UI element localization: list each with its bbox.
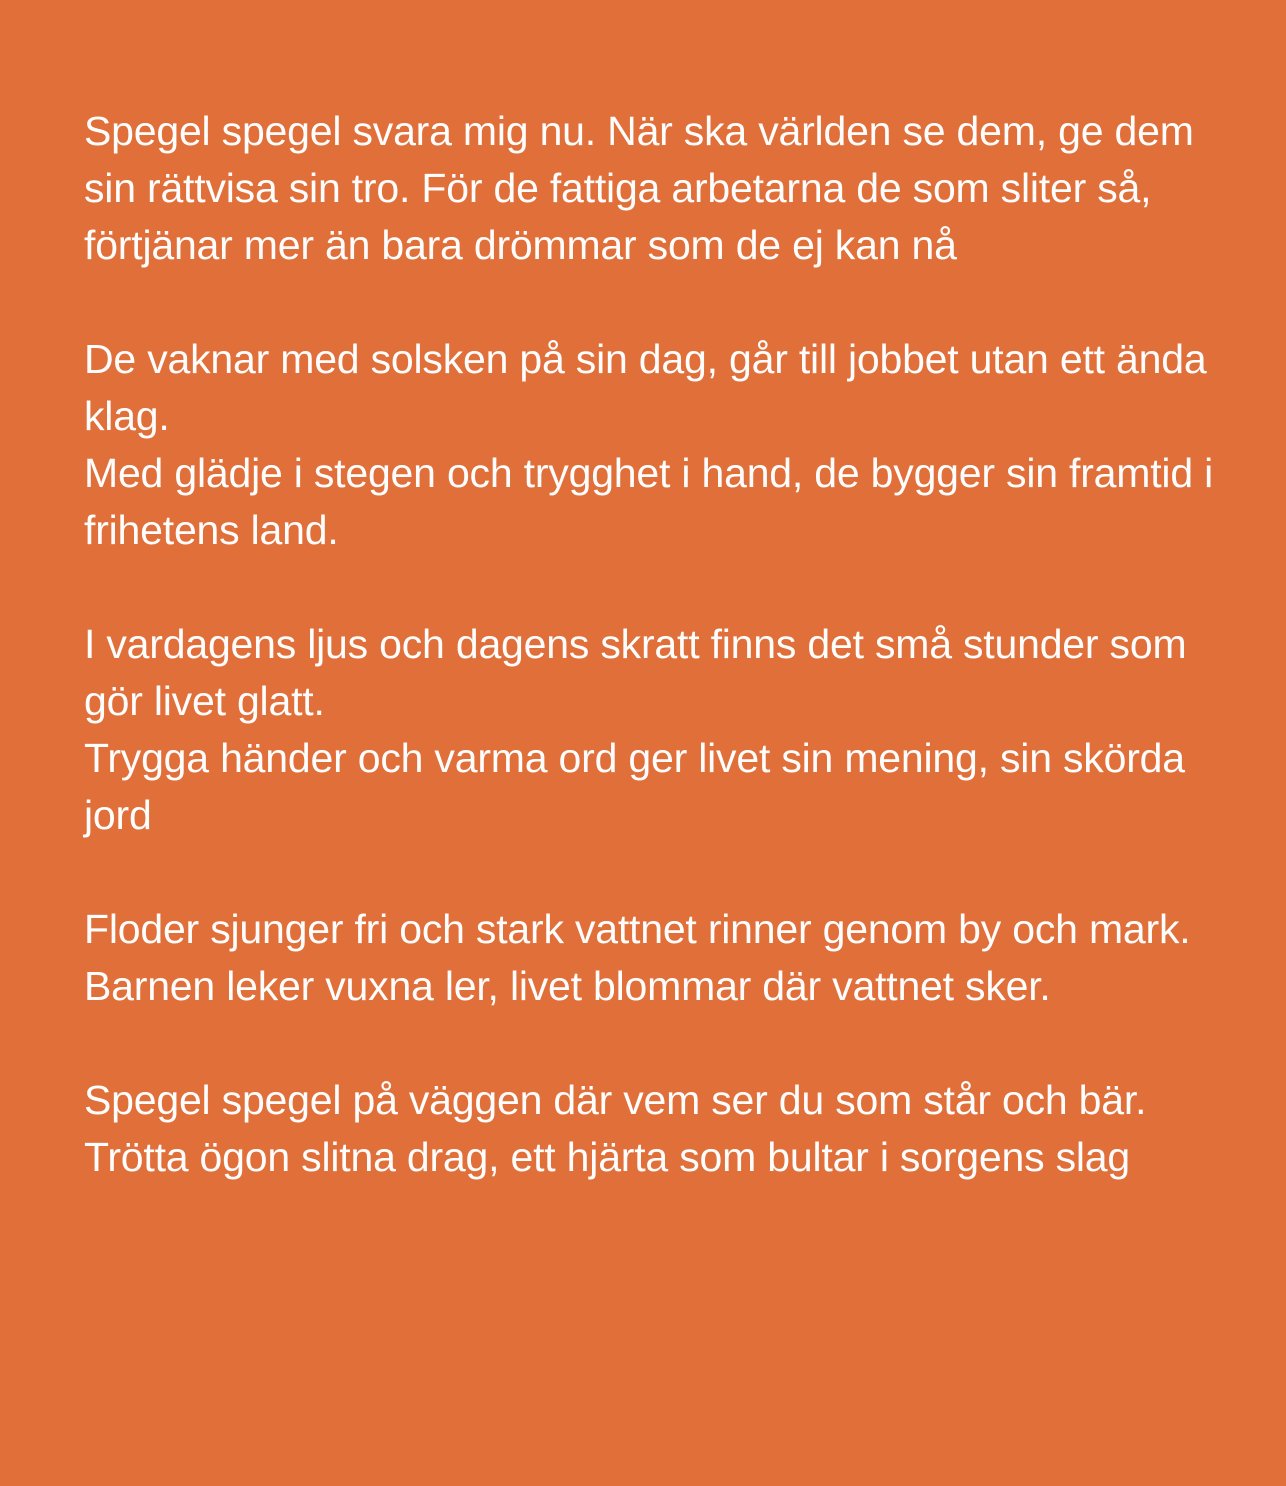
lyrics-line: Trygga händer och varma ord ger livet sin mening, sin skörda jord	[84, 735, 1185, 838]
lyrics-line: De vaknar med solsken på sin dag, går till jobbet utan ett ända klag.	[84, 336, 1207, 439]
lyrics-stanza	[84, 901, 1216, 1015]
lyrics-line: Spegel spegel svara mig nu. När ska världen se dem, ge dem sin rättvisa sin tro. För de fattiga arbetarna de som sliter så, förtjänar mer än bara drömmar som de ej kan nå	[84, 108, 1194, 268]
lyrics-line: Med glädje i stegen och trygghet i hand, de bygger sin framtid i frihetens land.	[84, 450, 1214, 553]
lyrics-stanza	[84, 331, 1216, 559]
lyrics-line: Spegel spegel på väggen där vem ser du som står och bär.	[84, 1077, 1147, 1123]
lyrics-stanza	[84, 1072, 1216, 1186]
lyrics-stanza	[84, 616, 1216, 844]
lyrics-line: Floder sjunger fri och stark vattnet rinner genom by och mark.	[84, 906, 1191, 952]
lyrics-line: I vardagens ljus och dagens skratt finns det små stunder som gör livet glatt.	[84, 621, 1187, 724]
lyrics-line: Trötta ögon slitna drag, ett hjärta som bultar i sorgens slag	[84, 1134, 1130, 1180]
lyrics-line: Barnen leker vuxna ler, livet blommar där vattnet sker.	[84, 963, 1051, 1009]
lyrics-stanza	[84, 103, 1216, 274]
